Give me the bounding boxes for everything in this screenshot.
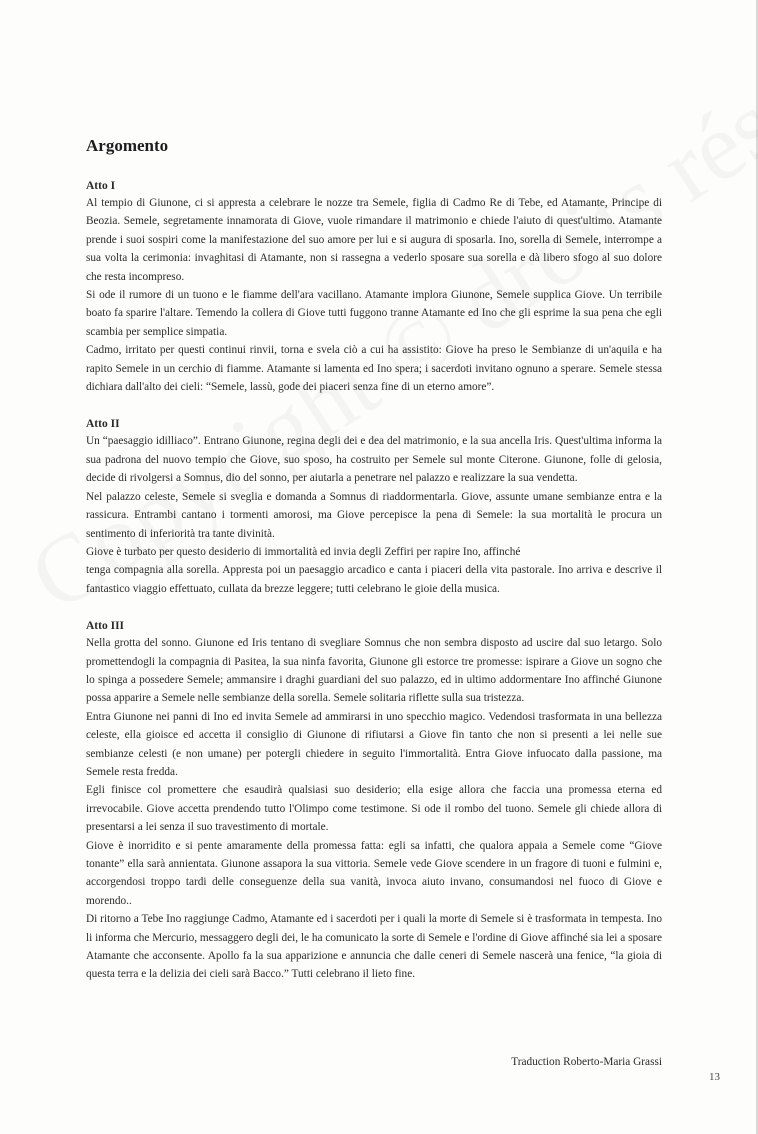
act-2-paragraph-3: Giove è turbato per questo desiderio di immortalità ed invia degli Zeffiri per rapire Ino, affinché [86, 545, 521, 558]
act-3-paragraph-1: Nella grotta del sonno. Giunone ed Iris tentano di svegliare Somnus che non sembra disposto ad uscire dal suo letargo. Solo promettendogli la compagnia di Pasitea, la sua ninfa favorita, Giunone gli estorce tre promesse: ispirare a Giove un sogno che lo spinga a possedere Semele; ammansire i draghi guardiani del suo palazzo, ed in ultimo addormentare Ino affinché Giunone possa apparire a Semele nelle sembianze della sorella. Semele solitaria riflette sulla sua tristezza. [86, 637, 662, 705]
act-2-paragraph-4: tenga compagnia alla sorella. Appresta poi un paesaggio arcadico e canta i piaceri della vita pastorale. Ino arriva e descrive il fantastico viaggio effettuato, cullata da brezze leggere; tutti celebrano le gioie della musica. [86, 564, 662, 595]
act-3-paragraph-5: Di ritorno a Tebe Ino raggiunge Cadmo, Atamante ed i sacerdoti per i quali la morte di Semele si è trasformata in tempesta. Ino li informa che Mercurio, messaggero degli dei, le ha comunicato la sorte di Semele e l'ordine di Giove affinché sia lei a sposare Atamante che acconsente. Apollo fa la sua apparizione e annuncia che dalle ceneri di Semele nascerà una fenice, “la gioia di questa terra e la delizia dei cieli sarà Bacco.” Tutti celebrano il lieto fine. [86, 913, 662, 981]
act-3-section [86, 620, 662, 984]
act-1-paragraph-3: Cadmo, irritato per questi continui rinvii, torna e svela ciò a cui ha assistito: Giove ha preso le Sembianze di un'aquila e ha rapito Semele in un cerchio di fiamme. Atamante si lamenta ed Ino spera; i sacerdoti invitano ognuno a sperare. Semele stessa dichiara dall'alto dei cieli: “Semele, lassù, gode dei piaceri senza fine di un eterno amore”. [86, 344, 662, 394]
act-3-paragraph-4: Giove è inorridito e si pente amaramente della promessa fatta: egli sa infatti, che qualora appaia a Semele come “Giove tonante” ella sarà annientata. Giunone assapora la sua vittoria. Semele vede Giove scendere in un fragore di tuoni e fulmini e, accorgendosi troppo tardi delle conseguenze della sua vanità, invoca aiuto invano, consumandosi nel fuoco di Giove e morendo.. [86, 839, 662, 907]
page-title: Argomento [86, 136, 169, 155]
act-1-paragraph-2: Si ode il rumore di un tuono e le fiamme dell'ara vacillano. Atamante implora Giunone, Semele supplica Giove. Un terribile boato fa sparire l'altare. Temendo la collera di Giove tutti fuggono tranne Atamante ed Ino che gli esprime la sua pena che egli scambia per semplice simpatia. [86, 289, 662, 338]
act-1-paragraph-1: Al tempio di Giunone, ci si appresta a celebrare le nozze tra Semele, figlia di Cadmo Re di Tebe, ed Atamante, Principe di Beozia. Semele, segretamente innamorata di Giove, vuole rimandare il matrimonio e chiede l'aiuto di quest'ultimo. Atamante prende i suoi sospiri come la manifestazione del suo amore per lui e si augura di sposarla. Ino, sorella di Semele, interrompe a sua volta la cerimonia: invaghitasi di Atamante, non si rassegna a vederlo sposare sua sorella e dà libero sfogo al suo dolore che resta incompreso. [86, 197, 662, 283]
act-2-paragraph-1: Un “paesaggio idilliaco”. Entrano Giunone, regina degli dei e dea del matrimonio, e la sua ancella Iris. Quest'ultima informa la sua padrona del nuovo tempio che Giove, suo sposo, ha costruito per Semele sul monte Citerone. Giunone, folle di gelosia, decide di rivolgersi a Somnus, dio del sonno, per aiutarla a penetrare nel palazzo e realizzare la sua vendetta. [86, 435, 662, 485]
act-2-section [86, 418, 662, 598]
act-3-paragraph-2: Entra Giunone nei panni di Ino ed invita Semele ad ammirarsi in uno specchio magico. Vedendosi trasformata in una bellezza celeste, ella gioisce ed accetta il consiglio di Giunone di rifiutarsi a Giove fin tanto che non si presenti a lei nelle sue sembianze celesti (e non umane) per potergli chiedere in seguito l'immortalità. Entra Giove infuocato dalla passione, ma Semele resta fredda. [86, 710, 662, 778]
act-3-paragraph-3: Egli finisce col promettere che esaudirà qualsiasi suo desiderio; ella esige allora che faccia una promessa eterna ed irrevocabile. Giove accetta prendendo tutto l'Olimpo come testimone. Si ode il rombo del tuono. Semele gli chiede allora di presentarsi a lei senza il suo travestimento di mortale. [86, 784, 662, 834]
page-number: 13 [709, 1071, 720, 1083]
translation-credit: Traduction Roberto-Maria Grassi [511, 1056, 662, 1068]
act-1-section [86, 180, 662, 396]
act-1-heading: Atto I [86, 180, 116, 192]
act-2-paragraph-2: Nel palazzo celeste, Semele si sveglia e domanda a Somnus di riaddormentarla. Giove, assunte umane sembianze entra e la rassicura. Entrambi cantano i tormenti amorosi, ma Giove percepisce la pena di Semele: la sua mortalità le procura un sentimento di inferiorità tra tante divinità. [86, 490, 662, 540]
act-2-heading: Atto II [86, 418, 120, 431]
main-content [86, 136, 662, 1006]
act-3-heading: Atto III [86, 620, 125, 633]
